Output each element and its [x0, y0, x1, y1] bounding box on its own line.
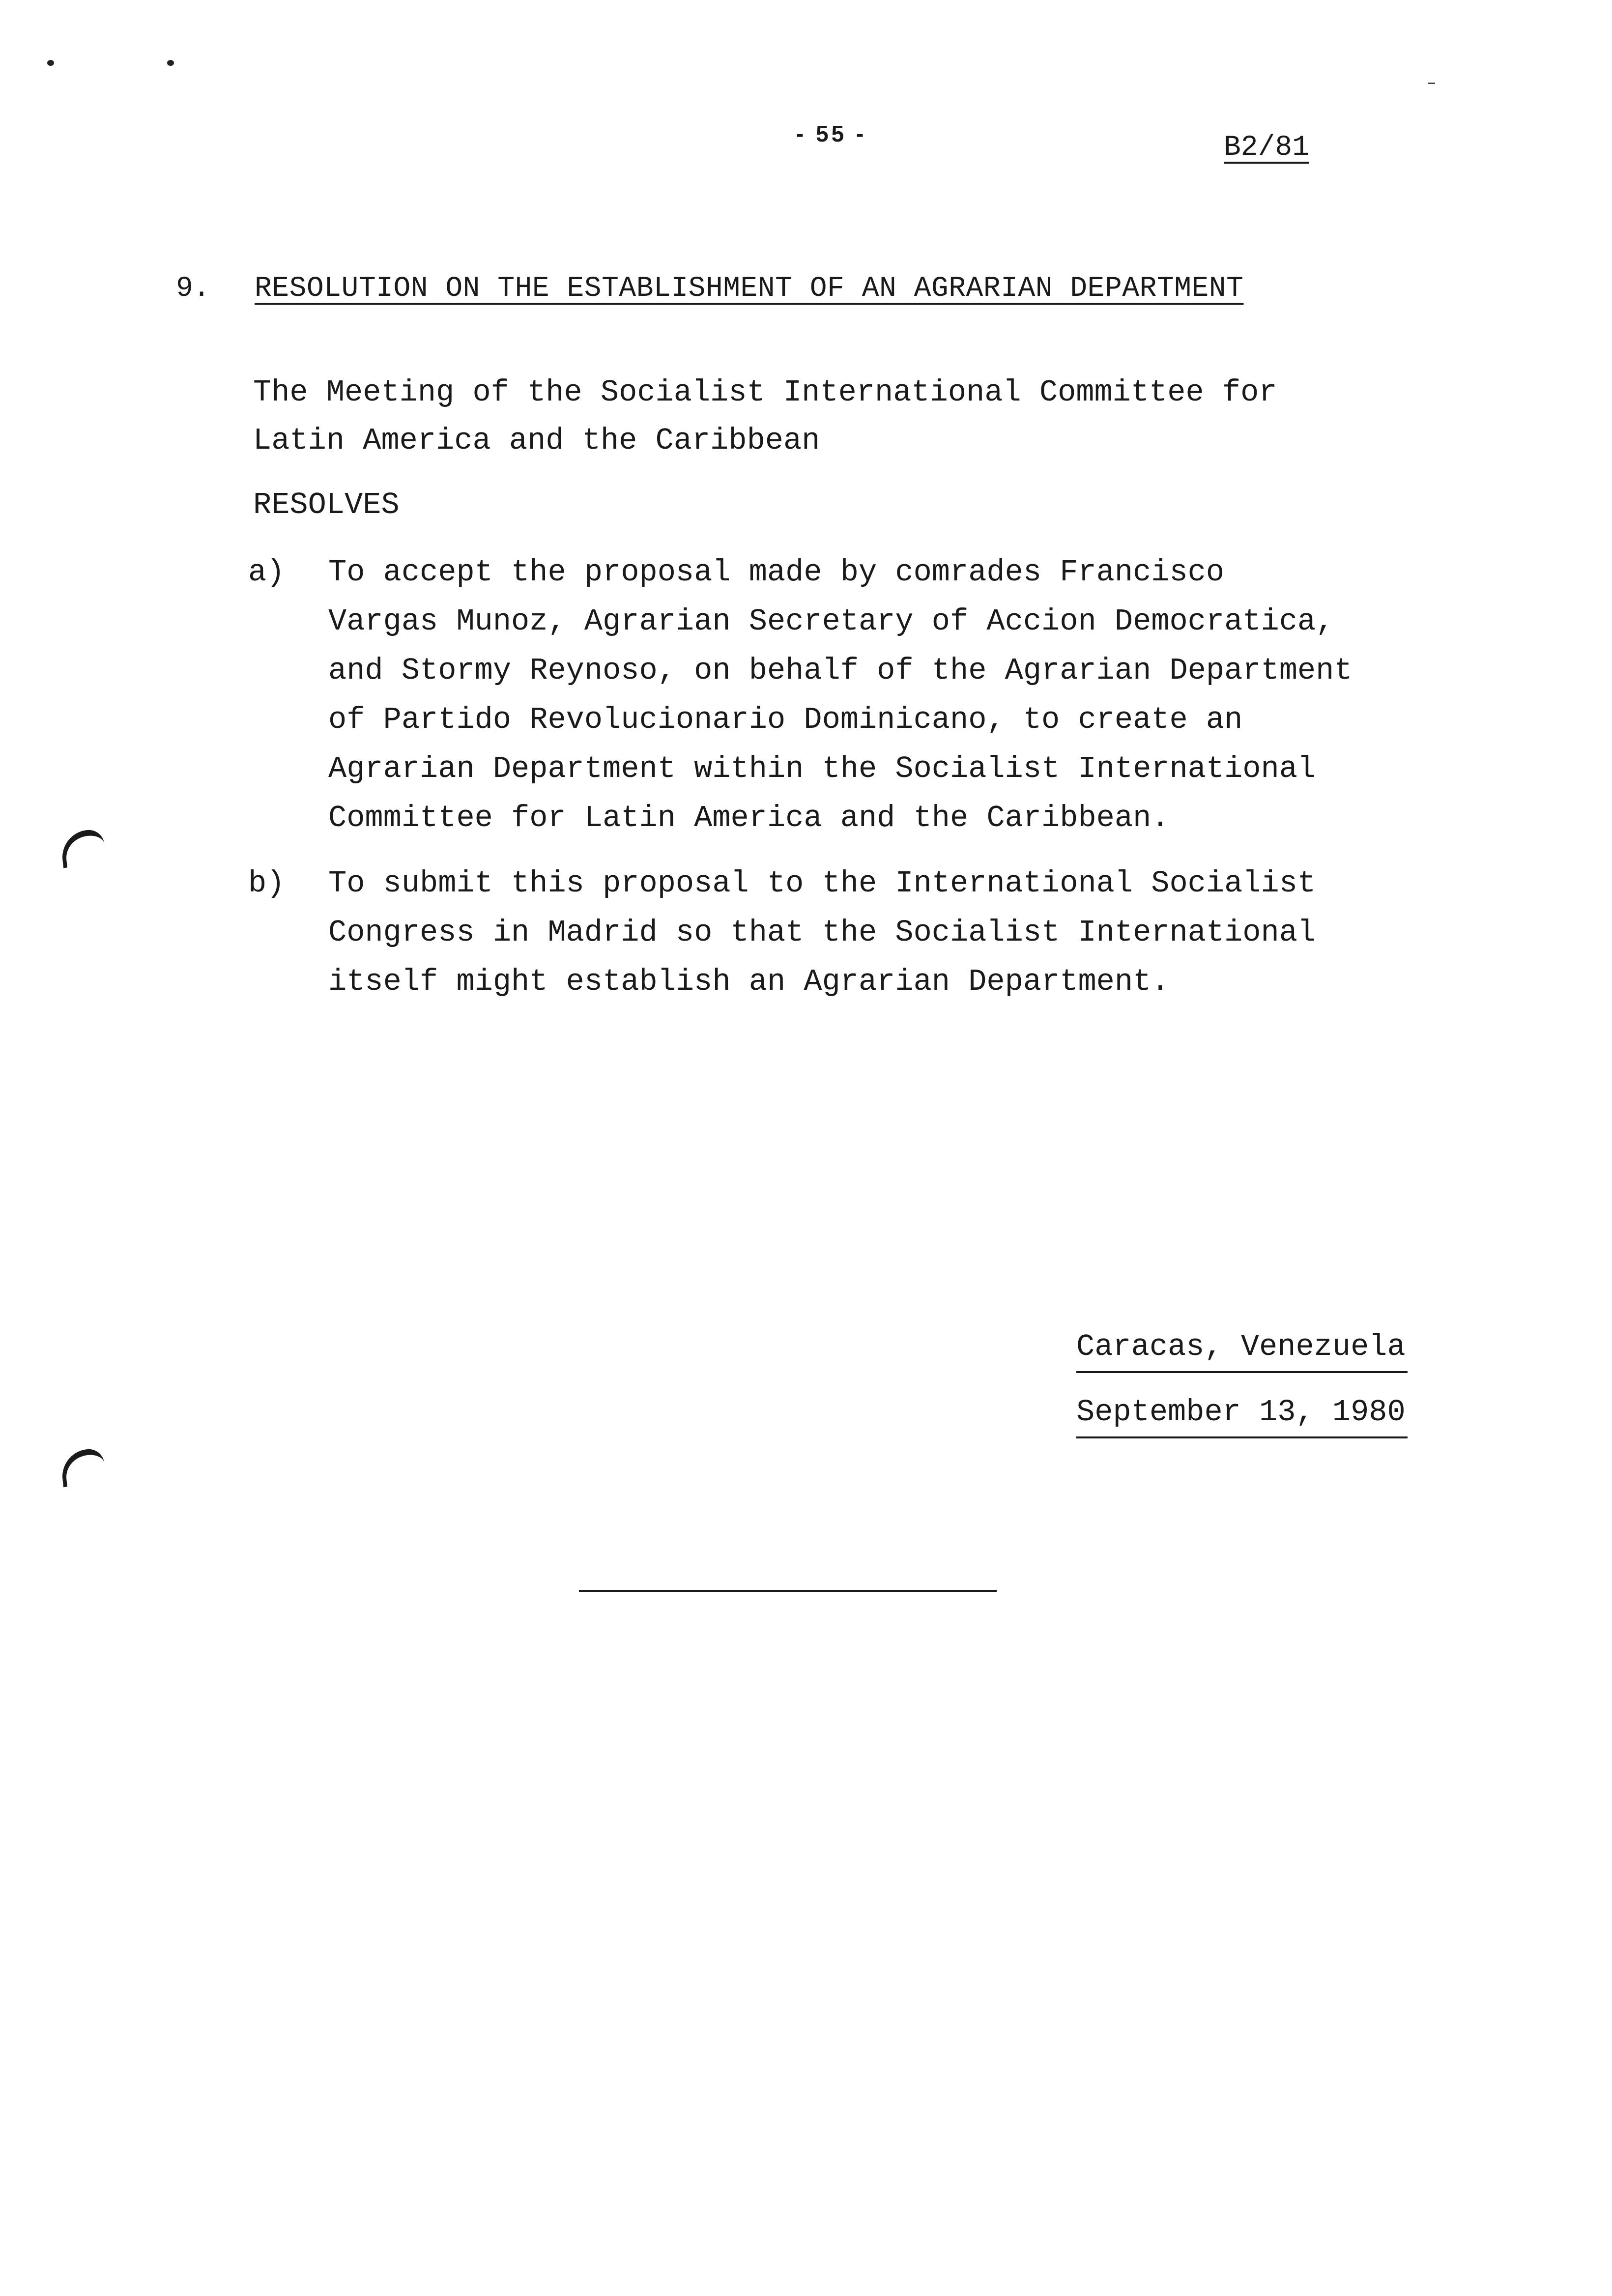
- item-line: and Stormy Reynoso, on behalf of the Agrarian Department: [328, 653, 1353, 688]
- scan-mark: [1428, 83, 1435, 84]
- item-line: To accept the proposal made by comrades Francisco: [328, 555, 1225, 590]
- end-of-section-rule: [579, 1590, 997, 1592]
- item-line: of Partido Revolucionario Dominicano, to create an: [328, 702, 1243, 737]
- scan-mark: [167, 60, 174, 66]
- closing-date-text: September 13, 1980: [1076, 1395, 1406, 1430]
- closing-date: [1076, 1397, 1406, 1428]
- document-reference: B2/81: [1224, 132, 1310, 164]
- item-line: Congress in Madrid so that the Socialist International: [328, 915, 1316, 950]
- resolves-label: RESOLVES: [253, 488, 400, 522]
- item-line: To submit this proposal to the International Socialist: [328, 866, 1316, 901]
- underline: [1076, 1436, 1408, 1438]
- underline: [1076, 1371, 1408, 1373]
- scan-mark: [47, 60, 54, 66]
- section-number: 9.: [176, 273, 210, 305]
- section-heading: RESOLUTION ON THE ESTABLISHMENT OF AN AGRARIAN DEPARTMENT: [255, 273, 1244, 305]
- page-number: - 55 -: [796, 121, 867, 146]
- item-line: Vargas Munoz, Agrarian Secretary of Accion Democratica,: [328, 604, 1334, 639]
- item-line: itself might establish an Agrarian Department.: [328, 964, 1170, 999]
- item-line: Agrarian Department within the Socialist International: [328, 751, 1316, 786]
- preamble-line: Latin America and the Caribbean: [253, 423, 820, 458]
- preamble-line: The Meeting of the Socialist International Committee for: [253, 375, 1277, 410]
- item-label: b): [248, 866, 285, 901]
- item-label: a): [248, 555, 285, 590]
- punch-hole-mark: [59, 829, 106, 868]
- closing-place: [1076, 1329, 1406, 1364]
- closing-place-text: Caracas, Venezuela: [1076, 1329, 1406, 1364]
- punch-hole-mark: [59, 1448, 106, 1488]
- item-line: Committee for Latin America and the Caribbean.: [328, 801, 1170, 835]
